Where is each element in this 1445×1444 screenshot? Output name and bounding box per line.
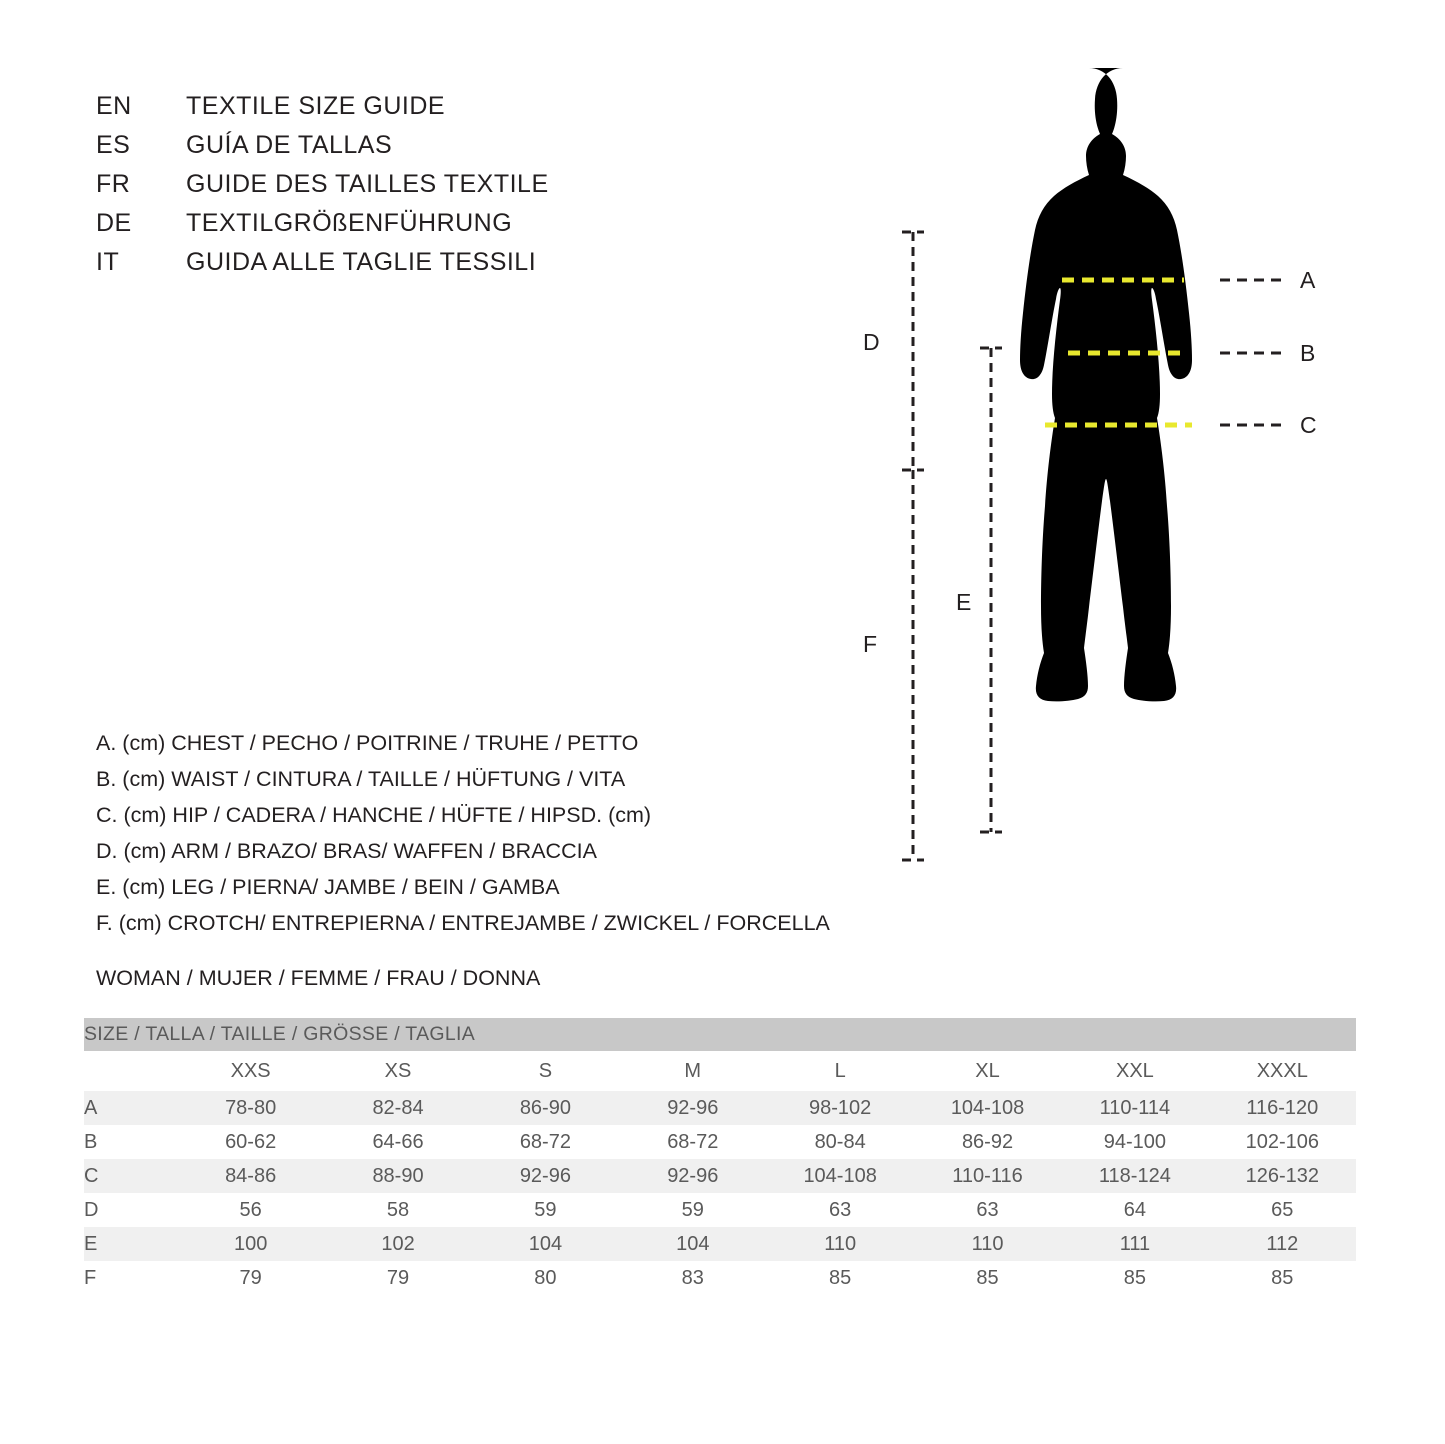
cell-b-s: 68-72	[519, 1130, 571, 1153]
gender-label: WOMAN / MUJER / FEMME / FRAU / DONNA	[96, 966, 541, 990]
language-title-it: GUIDA ALLE TAGLIE TESSILI	[186, 248, 537, 276]
cell-f-m: 83	[681, 1266, 704, 1289]
marker-label-e: E	[956, 589, 972, 615]
cell-e-xxl: 111	[1061, 1227, 1208, 1261]
table-row	[84, 1091, 1356, 1125]
cell-b-xl: 86-92	[961, 1130, 1014, 1153]
legend-item-f: F. (cm) CROTCH/ ENTREPIERNA / ENTREJAMBE / ZWICKEL / FORCELLA	[96, 911, 830, 935]
cell-a-m: 92-96	[619, 1091, 766, 1125]
legend-item-a: A. (cm) CHEST / PECHO / POITRINE / TRUHE / PETTO	[96, 731, 639, 755]
table-row	[84, 1261, 1356, 1295]
cell-f-xxs: 79	[239, 1266, 262, 1289]
cell-d-xxs: 56	[239, 1198, 262, 1221]
silhouette-svg	[840, 60, 1400, 920]
table-row	[84, 1125, 1356, 1159]
cell-e-l: 110	[766, 1227, 913, 1261]
cell-c-xxxl: 126-132	[1209, 1159, 1356, 1193]
cell-a-xxxl: 116-120	[1209, 1091, 1356, 1125]
legend-item-d: D. (cm) ARM / BRAZO/ BRAS/ WAFFEN / BRACCIA	[96, 839, 597, 863]
measurement-diagram	[840, 60, 1400, 920]
cell-e-xxxl: 112	[1209, 1227, 1356, 1261]
row-label-a: A	[84, 1091, 177, 1125]
legend-item-c: C. (cm) HIP / CADERA / HANCHE / HÜFTE / HIPSD. (cm)	[96, 803, 652, 827]
bracket-d	[902, 232, 924, 470]
language-code-fr: FR	[96, 170, 131, 198]
cell-d-xl: 63	[976, 1198, 999, 1221]
table-size-l: L	[766, 1051, 913, 1091]
table-size-xxl: XXL	[1061, 1051, 1208, 1091]
language-row-es	[96, 131, 696, 170]
table-band-header	[84, 1018, 1356, 1051]
table-row	[84, 1227, 1356, 1261]
cell-a-xl: 104-108	[914, 1091, 1061, 1125]
marker-label-b: B	[1300, 340, 1316, 366]
marker-label-f: F	[863, 631, 878, 657]
cell-d-m: 59	[681, 1198, 704, 1221]
language-title-block	[96, 92, 696, 287]
marker-label-c: C	[1300, 412, 1317, 438]
language-row-en	[96, 92, 696, 131]
row-label-b: B	[84, 1130, 98, 1153]
cell-f-xxl: 85	[1123, 1266, 1147, 1289]
cell-d-xxxl: 65	[1271, 1198, 1294, 1221]
cell-f-s: 80	[534, 1266, 557, 1289]
cell-f-xxxl: 85	[1271, 1266, 1294, 1289]
cell-d-xs: 58	[386, 1198, 410, 1221]
row-label-d: D	[84, 1198, 99, 1221]
row-label-e: E	[84, 1227, 177, 1261]
marker-label-d: D	[863, 329, 880, 355]
bracket-f	[902, 470, 924, 860]
language-title-de: TEXTILGRÖßENFÜHRUNG	[186, 209, 513, 237]
legend-item-e: E. (cm) LEG / PIERNA/ JAMBE / BEIN / GAMBA	[96, 875, 560, 899]
cell-c-m: 92-96	[619, 1159, 766, 1193]
table-corner-cell	[84, 1051, 177, 1091]
cell-a-l: 98-102	[766, 1091, 913, 1125]
language-code-es: ES	[96, 131, 131, 159]
cell-e-xl: 110	[914, 1227, 1061, 1261]
cell-a-xxl: 110-114	[1061, 1091, 1208, 1125]
cell-a-xs: 82-84	[324, 1091, 471, 1125]
table-row	[84, 1159, 1356, 1193]
language-code-de: DE	[96, 209, 132, 237]
language-title-fr: GUIDE DES TAILLES TEXTILE	[186, 170, 549, 198]
cell-b-xxs: 60-62	[225, 1130, 277, 1153]
measurement-legend	[96, 725, 896, 941]
cell-b-xxl: 94-100	[1103, 1130, 1167, 1153]
cell-f-l: 85	[829, 1266, 852, 1289]
cell-b-xxxl: 102-106	[1245, 1130, 1319, 1153]
row-label-c: C	[84, 1159, 177, 1193]
cell-c-xxl: 118-124	[1061, 1159, 1208, 1193]
cell-b-m: 68-72	[667, 1130, 719, 1153]
table-size-xs: XS	[324, 1051, 471, 1091]
bracket-e	[980, 348, 1002, 832]
cell-e-xxs: 100	[177, 1227, 324, 1261]
cell-c-xxs: 84-86	[177, 1159, 324, 1193]
language-row-fr	[96, 170, 696, 209]
size-table	[84, 1018, 1356, 1295]
language-code-it: IT	[96, 248, 120, 276]
cell-d-xxl: 64	[1123, 1198, 1147, 1221]
cell-c-l: 104-108	[766, 1159, 913, 1193]
table-size-m: M	[619, 1051, 766, 1091]
language-title-es: GUÍA DE TALLAS	[186, 131, 393, 159]
language-title-en: TEXTILE SIZE GUIDE	[186, 92, 446, 120]
woman-silhouette-icon	[1020, 68, 1192, 701]
cell-c-s: 92-96	[472, 1159, 619, 1193]
cell-d-l: 63	[829, 1198, 852, 1221]
legend-item-b: B. (cm) WAIST / CINTURA / TAILLE / HÜFTUNG / VITA	[96, 767, 626, 791]
cell-a-s: 86-90	[472, 1091, 619, 1125]
table-size-header-row	[84, 1051, 1356, 1091]
language-row-it	[96, 248, 696, 287]
table-band-label: SIZE / TALLA / TAILLE / GRÖSSE / TAGLIA	[84, 1018, 1356, 1051]
table-size-xl: XL	[914, 1051, 1061, 1091]
cell-b-l: 80-84	[814, 1130, 866, 1153]
cell-e-xs: 102	[324, 1227, 471, 1261]
cell-f-xs: 79	[386, 1266, 410, 1289]
cell-c-xl: 110-116	[914, 1159, 1061, 1193]
table-size-xxs: XXS	[177, 1051, 324, 1091]
table-row	[84, 1193, 1356, 1227]
language-row-de	[96, 209, 696, 248]
cell-f-xl: 85	[976, 1266, 999, 1289]
marker-label-a: A	[1300, 267, 1316, 293]
cell-e-m: 104	[619, 1227, 766, 1261]
language-code-en: EN	[96, 92, 132, 120]
cell-e-s: 104	[472, 1227, 619, 1261]
table-size-xxxl: XXXL	[1209, 1051, 1356, 1091]
table-size-s: S	[472, 1051, 619, 1091]
cell-c-xs: 88-90	[324, 1159, 471, 1193]
cell-a-xxs: 78-80	[177, 1091, 324, 1125]
cell-b-xs: 64-66	[372, 1130, 424, 1153]
row-label-f: F	[84, 1266, 97, 1289]
cell-d-s: 59	[534, 1198, 557, 1221]
